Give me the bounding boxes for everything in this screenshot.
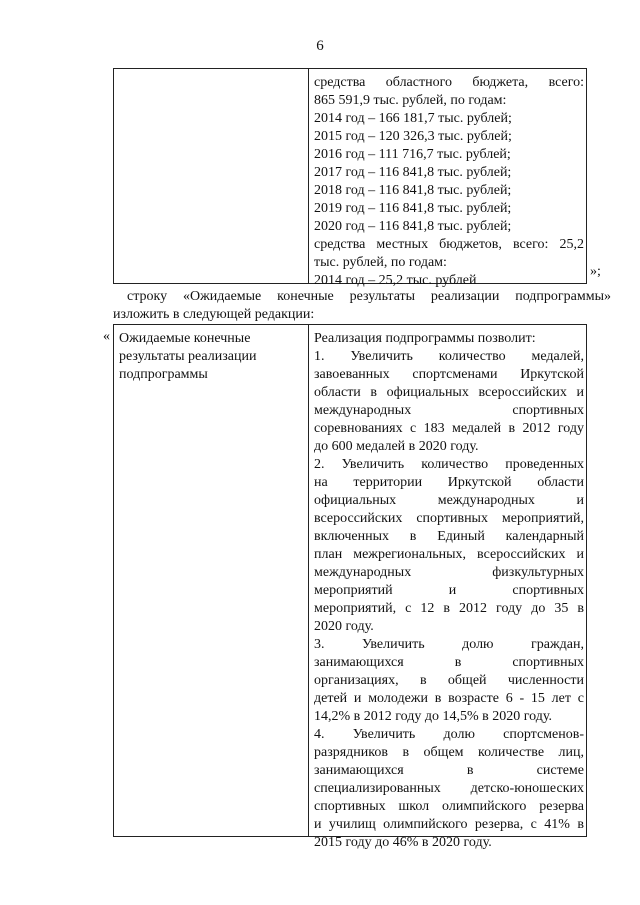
results-line: всероссийских спортивных мероприятий, [314, 511, 584, 526]
results-line: детей и молодежи в возрасте 6 - 15 лет с [314, 691, 584, 706]
funding-line: средства местных бюджетов, всего: 25,2 [314, 237, 584, 252]
results-line: до 600 медалей в 2020 году. [314, 439, 479, 454]
results-line: занимающихся в системе [314, 763, 584, 778]
funding-line: 2014 год – 166 181,7 тыс. рублей; [314, 111, 512, 126]
results-label-line: результаты реализации [119, 349, 257, 364]
funding-line: 2017 год – 116 841,8 тыс. рублей; [314, 165, 512, 180]
results-line: 2015 году до 46% в 2020 году. [314, 835, 492, 850]
funding-line: 2015 год – 120 326,3 тыс. рублей; [314, 129, 512, 144]
results-line: и училищ олимпийского резерва, с 41% в [314, 817, 584, 832]
funding-line: средства областного бюджета, всего: [314, 75, 584, 90]
closing-quote-mark: »; [590, 264, 601, 279]
results-line: спортивных школ олимпийского резерва [314, 799, 584, 814]
results-label-line: Ожидаемые конечные [119, 331, 251, 346]
results-line: 1. Увеличить количество медалей, [314, 349, 584, 364]
funding-table-label-cell [114, 69, 309, 283]
results-table-label-cell [114, 325, 309, 836]
instruction-paragraph [113, 288, 611, 324]
results-line: организациях, в общей численности [314, 673, 584, 688]
funding-table-content-cell [314, 74, 584, 290]
results-line: 3. Увеличить долю граждан, [314, 637, 584, 652]
funding-line: 2019 год – 116 841,8 тыс. рублей; [314, 201, 512, 216]
results-line: международных физкультурных [314, 565, 584, 580]
funding-line: 865 591,9 тыс. рублей, по годам: [314, 93, 507, 108]
results-table [113, 324, 587, 850]
results-line: мероприятий и спортивных [314, 583, 584, 598]
results-line: 14,2% в 2012 году до 14,5% в 2020 году. [314, 709, 552, 724]
results-line: международных спортивных [314, 403, 584, 418]
instruction-line-1: строку «Ожидаемые конечные результаты реализации подпрограммы» [127, 289, 611, 304]
funding-line: 2018 год – 116 841,8 тыс. рублей; [314, 183, 512, 198]
funding-table [113, 68, 587, 288]
results-line: 2020 году. [314, 619, 374, 634]
funding-line: 2020 год – 116 841,8 тыс. рублей; [314, 219, 512, 234]
results-line: завоеванных спортсменами Иркутской [314, 367, 584, 382]
results-line: план межрегиональных, всероссийских и [314, 547, 584, 562]
instruction-line-2: изложить в следующей редакции: [113, 307, 315, 322]
results-line: специализированных детско-юношеских [314, 781, 584, 796]
results-line: области в официальных всероссийских и [314, 385, 584, 400]
results-label [119, 330, 299, 384]
results-line: 4. Увеличить долю спортсменов- [314, 727, 584, 742]
results-line: мероприятий, с 12 в 2012 году до 35 в [314, 601, 584, 616]
results-label-line: подпрограммы [119, 367, 208, 382]
opening-quote-mark: « [103, 329, 110, 344]
results-line: соревнованиях с 183 медалей в 2012 году [314, 421, 584, 436]
funding-line: тыс. рублей, по годам: [314, 255, 447, 270]
results-line: Реализация подпрограммы позволит: [314, 331, 536, 346]
results-line: официальных международных и [314, 493, 584, 508]
results-line: занимающихся в спортивных [314, 655, 584, 670]
funding-line: 2014 год – 25,2 тыс. рублей [314, 273, 477, 288]
results-table-content-cell [314, 330, 584, 852]
results-line: на территории Иркутской области [314, 475, 584, 490]
funding-line: 2016 год – 111 716,7 тыс. рублей; [314, 147, 511, 162]
page-number: 6 [316, 38, 324, 54]
results-line: включенных в Единый календарный [314, 529, 584, 544]
results-line: 2. Увеличить количество проведенных [314, 457, 584, 472]
results-line: разрядников в общем количестве лиц, [314, 745, 584, 760]
